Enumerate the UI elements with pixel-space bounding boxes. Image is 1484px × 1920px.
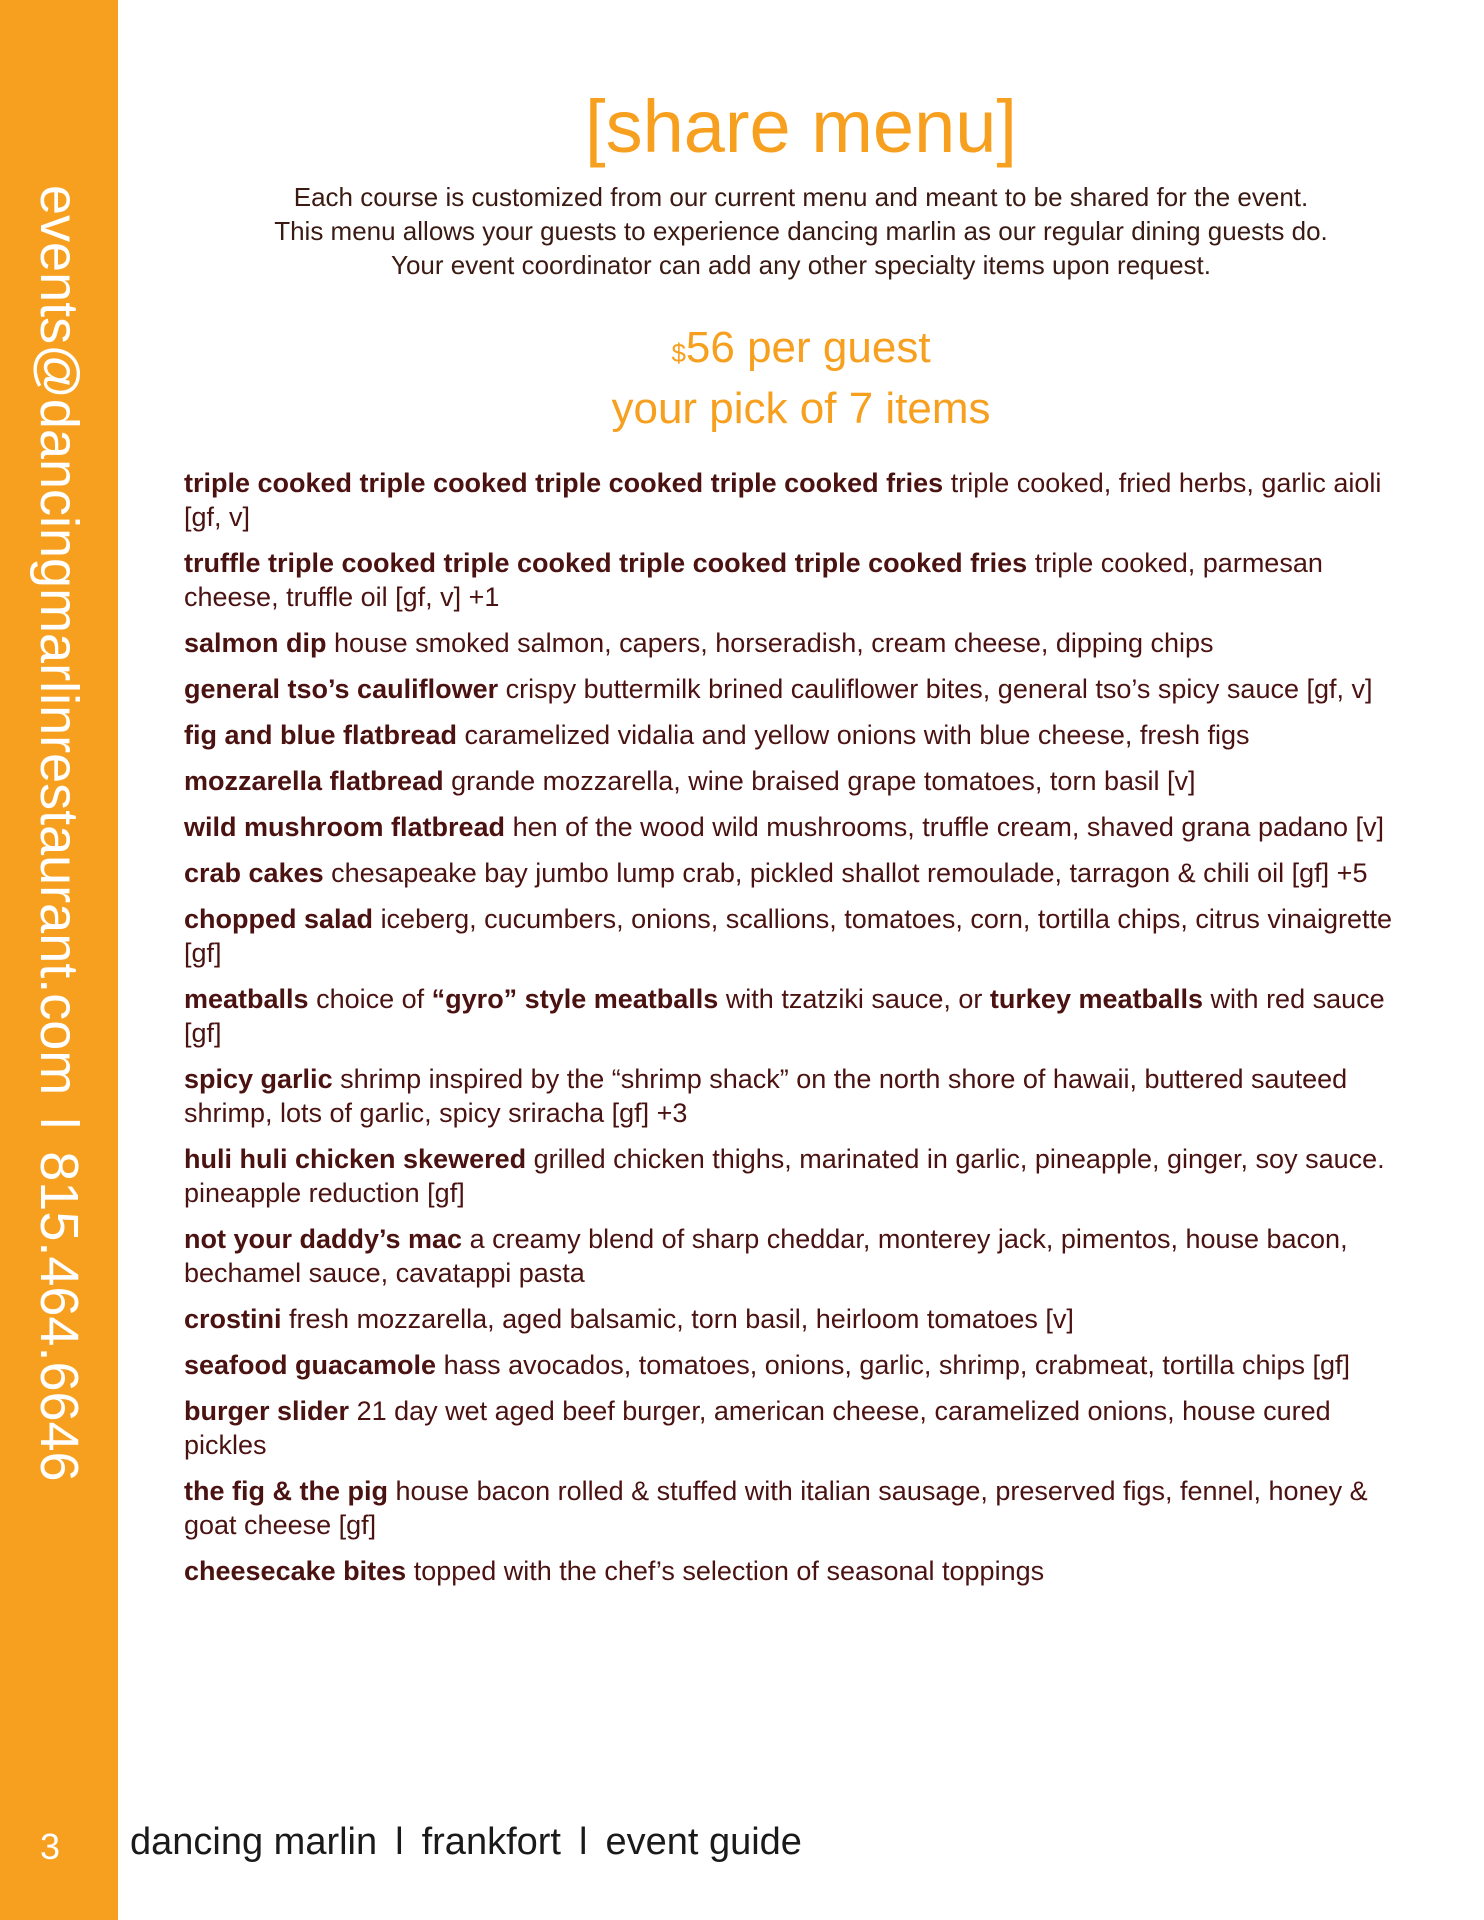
menu-item-desc: with tzatziki sauce, or: [725, 984, 983, 1014]
events-email[interactable]: events@dancingmarlinrestaurant.com: [29, 185, 89, 1096]
menu-item: [184, 764, 1394, 798]
menu-item-name: seafood guacamole: [184, 1350, 437, 1380]
menu-item-name: crostini: [184, 1304, 282, 1334]
menu-list: [184, 466, 1394, 1600]
sidebar-contact: [30, 185, 88, 1482]
menu-item-desc: triple cooked, fried herbs, garlic aioli [gf, v]: [184, 468, 1382, 532]
menu-item: [184, 1474, 1394, 1542]
menu-item-name: general tso’s cauliflower: [184, 674, 499, 704]
menu-item-name: mozzarella flatbread: [184, 766, 444, 796]
menu-item: [184, 1302, 1394, 1336]
menu-item-name: not your daddy’s mac: [184, 1224, 463, 1254]
menu-item: [184, 1062, 1394, 1130]
menu-item: [184, 1142, 1394, 1210]
menu-item-name: spicy garlic: [184, 1064, 333, 1094]
meatball-option-turkey: turkey meatballs: [989, 984, 1204, 1014]
menu-item-name: triple cooked triple cooked triple cooked triple cooked fries: [184, 468, 944, 498]
intro-line-1: Each course is customized from our current menu and meant to be shared for the event.: [293, 182, 1309, 212]
menu-item-name: truffle triple cooked triple cooked triple cooked triple cooked fries: [184, 548, 1028, 578]
menu-item: [184, 466, 1394, 534]
menu-item-desc: chesapeake bay jumbo lump crab, pickled shallot remoulade, tarragon & chili oil [gf] +5: [331, 858, 1368, 888]
menu-item-desc: fresh mozzarella, aged balsamic, torn basil, heirloom tomatoes [v]: [289, 1304, 1074, 1334]
menu-item: [184, 672, 1394, 706]
phone-number[interactable]: 815.464.6646: [29, 1151, 89, 1482]
menu-item-name: huli huli chicken skewered: [184, 1144, 527, 1174]
footer-separator: l: [578, 1821, 588, 1863]
price-block: [118, 320, 1484, 437]
menu-item-desc: crispy buttermilk brined cauliflower bites, general tso’s spicy sauce [gf, v]: [505, 674, 1373, 704]
menu-item-desc: a creamy blend of sharp cheddar, monterey jack, pimentos, house bacon, bechamel sauce, cavatappi pasta: [184, 1224, 1348, 1288]
sidebar: [0, 0, 118, 1920]
currency-symbol: $: [671, 338, 686, 368]
footer: [130, 1818, 802, 1866]
menu-item-desc: with red sauce [gf]: [184, 984, 1385, 1048]
meatball-option-gyro: “gyro” style meatballs: [431, 984, 719, 1014]
price-per-guest: [118, 320, 1484, 381]
menu-item: [184, 856, 1394, 890]
menu-item-desc: shrimp inspired by the “shrimp shack” on the north shore of hawaii, buttered sauteed shrimp, lots of garlic, spicy sriracha [gf] +3: [184, 1064, 1348, 1128]
intro-text: [118, 180, 1484, 282]
menu-item: [184, 718, 1394, 752]
pick-count: your pick of 7 items: [611, 384, 991, 433]
menu-item-name: the fig & the pig: [184, 1476, 388, 1506]
menu-item-name: cheesecake bites: [184, 1556, 407, 1586]
menu-item-name: crab cakes: [184, 858, 324, 888]
menu-item-desc: 21 day wet aged beef burger, american cheese, caramelized onions, house cured pickles: [184, 1396, 1331, 1460]
menu-item: [184, 1554, 1394, 1588]
menu-item-desc: caramelized vidalia and yellow onions with blue cheese, fresh figs: [464, 720, 1250, 750]
menu-item-name: burger slider: [184, 1396, 350, 1426]
menu-item: [184, 626, 1394, 660]
menu-item-name: salmon dip: [184, 628, 327, 658]
menu-item-desc: house smoked salmon, capers, horseradish, cream cheese, dipping chips: [334, 628, 1214, 658]
menu-item-desc: hass avocados, tomatoes, onions, garlic, shrimp, crabmeat, tortilla chips [gf]: [443, 1350, 1351, 1380]
sidebar-separator: l: [29, 1117, 89, 1130]
menu-item-desc: house bacon rolled & stuffed with italian sausage, preserved figs, fennel, honey & goat cheese [gf]: [184, 1476, 1368, 1540]
menu-item: [184, 810, 1394, 844]
footer-separator: l: [395, 1821, 404, 1863]
menu-item: [184, 546, 1394, 614]
menu-item-desc: grande mozzarella, wine braised grape tomatoes, torn basil [v]: [451, 766, 1196, 796]
menu-item-desc: grilled chicken thighs, marinated in garlic, pineapple, ginger, soy sauce. pineapple reduction [gf]: [184, 1144, 1385, 1208]
menu-item-desc: iceberg, cucumbers, onions, scallions, tomatoes, corn, tortilla chips, citrus vinaigrette [gf]: [184, 904, 1393, 968]
intro-line-3: Your event coordinator can add any other specialty items upon request.: [391, 250, 1211, 280]
menu-item: [184, 1348, 1394, 1382]
intro-line-2: This menu allows your guests to experience dancing marlin as our regular dining guests do.: [274, 216, 1328, 246]
footer-location: frankfort: [421, 1821, 561, 1863]
menu-item-name: fig and blue flatbread: [184, 720, 458, 750]
menu-item: [184, 902, 1394, 970]
menu-item-name: meatballs: [184, 984, 309, 1014]
menu-item-desc: topped with the chef’s selection of seasonal toppings: [413, 1556, 1045, 1586]
menu-item-desc: triple cooked, parmesan cheese, truffle oil [gf, v] +1: [184, 548, 1323, 612]
menu-item: [184, 1222, 1394, 1290]
menu-item: [184, 1394, 1394, 1462]
footer-guide: event guide: [605, 1821, 802, 1863]
price-amount: 56 per guest: [685, 323, 931, 372]
footer-brand: dancing marlin: [130, 1821, 378, 1863]
menu-item-desc: hen of the wood wild mushrooms, truffle cream, shaved grana padano [v]: [512, 812, 1385, 842]
menu-item-meatballs: [184, 982, 1394, 1050]
menu-item-desc: choice of: [316, 984, 425, 1014]
menu-item-name: chopped salad: [184, 904, 374, 934]
page-title: [share menu]: [585, 85, 1017, 168]
menu-item-name: wild mushroom flatbread: [184, 812, 506, 842]
page-number: 3: [39, 1826, 61, 1867]
